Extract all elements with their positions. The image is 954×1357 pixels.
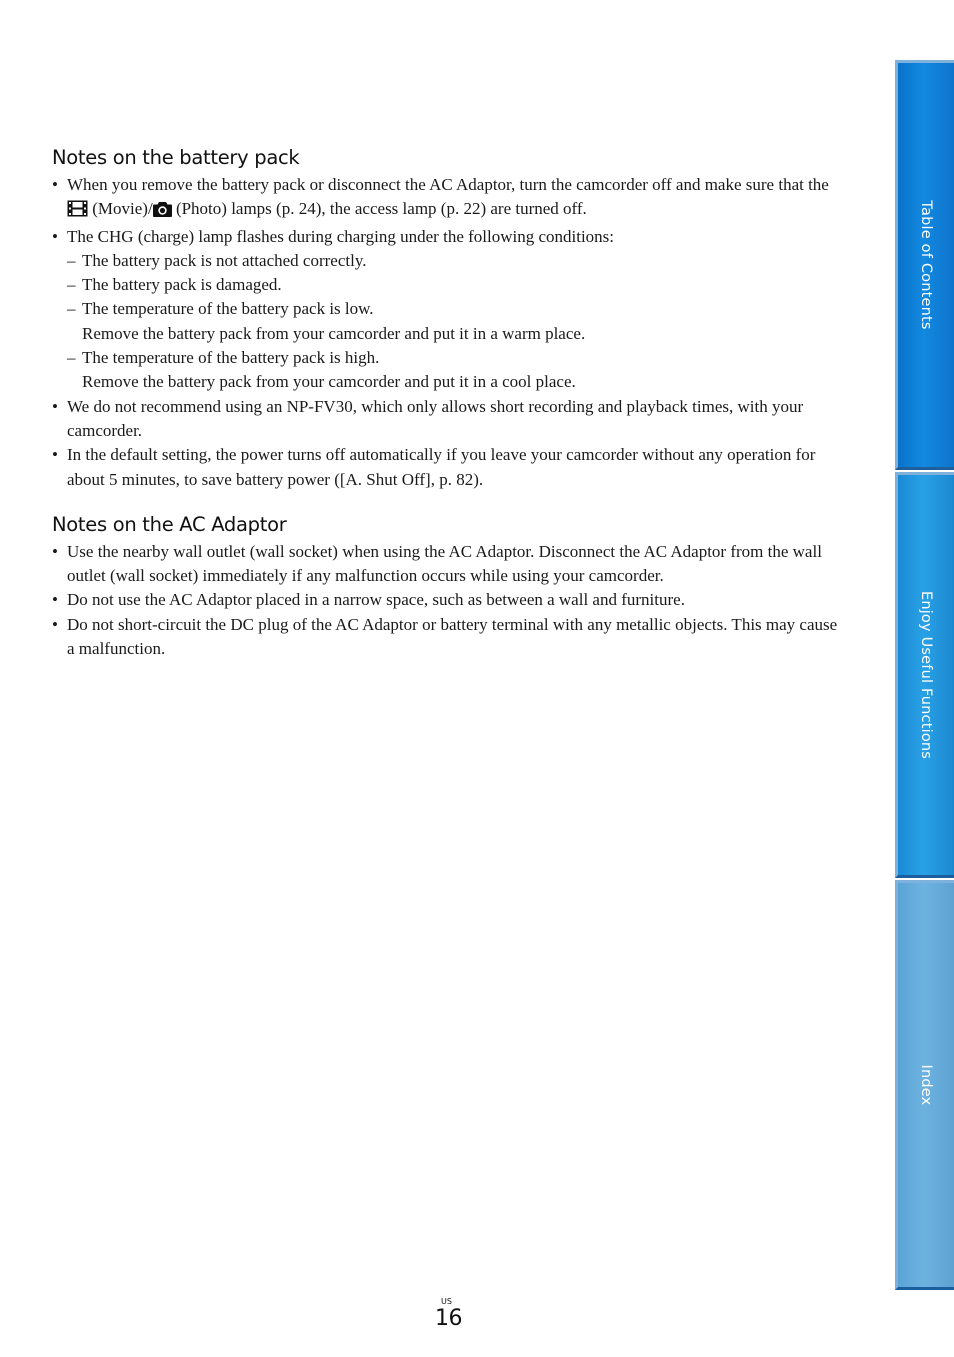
tab-label: Enjoy Useful Functions	[918, 590, 934, 760]
list-item: • Use the nearby wall outlet (wall socket) when using the AC Adaptor. Disconnect the AC Adaptor from the wall outlet (wall socket) immediately if any malfunction occurs while using your camcorder.	[52, 540, 842, 589]
list-item: • Do not use the AC Adaptor placed in a narrow space, such as between a wall and furniture.	[52, 588, 842, 612]
list-item: • Do not short-circuit the DC plug of the AC Adaptor or battery terminal with any metallic objects. This may cause a malfunction.	[52, 613, 842, 662]
tab-label: Table of Contents	[918, 200, 934, 330]
sub-item: – The battery pack is not attached correctly.	[67, 250, 367, 270]
list-item	[52, 225, 842, 395]
battery-note-2-intro: The CHG (charge) lamp flashes during charging under the following conditions:	[67, 226, 615, 246]
tab-label: Index	[918, 1064, 934, 1106]
main-content	[52, 143, 842, 661]
tab-enjoy-useful-functions[interactable]	[895, 472, 954, 878]
sub-item: – The battery pack is damaged.	[67, 275, 282, 295]
list-item: • We do not recommend using an NP-FV30, which only allows short recording and playback times, with your camcorder.	[52, 395, 842, 444]
adaptor-notes-heading: Notes on the AC Adaptor	[52, 512, 287, 536]
page-region-code: US	[441, 1297, 452, 1306]
adaptor-notes-list	[52, 540, 842, 661]
sub-item-note: Remove the battery pack from your camcorder and put it in a warm place.	[82, 323, 586, 343]
battery-notes-list	[52, 173, 842, 492]
sub-item: – The temperature of the battery pack is high.	[67, 348, 380, 368]
battery-note-1-post: (Photo) lamps (p. 24), the access lamp (p. 22) are turned off.	[175, 199, 587, 219]
battery-notes-heading: Notes on the battery pack	[52, 146, 300, 169]
tab-index[interactable]	[895, 880, 954, 1290]
battery-note-1-pre: When you remove the battery pack or disconnect the AC Adaptor, turn the camcorder off and make sure that the	[67, 175, 829, 194]
movie-icon	[67, 200, 88, 224]
sub-item: – The temperature of the battery pack is low.	[67, 299, 374, 319]
battery-note-1-movie: (Movie)/	[92, 199, 153, 219]
camera-icon	[153, 200, 172, 224]
list-item: • In the default setting, the power turns off automatically if you leave your camcorder without any operation for about 5 minutes, to save battery power ([A. Shut Off], p. 82).	[52, 443, 842, 492]
sub-item-note: Remove the battery pack from your camcorder and put it in a cool place.	[82, 372, 576, 392]
tab-table-of-contents[interactable]	[895, 60, 954, 470]
list-item	[52, 173, 842, 225]
page-number: 16	[435, 1306, 462, 1331]
